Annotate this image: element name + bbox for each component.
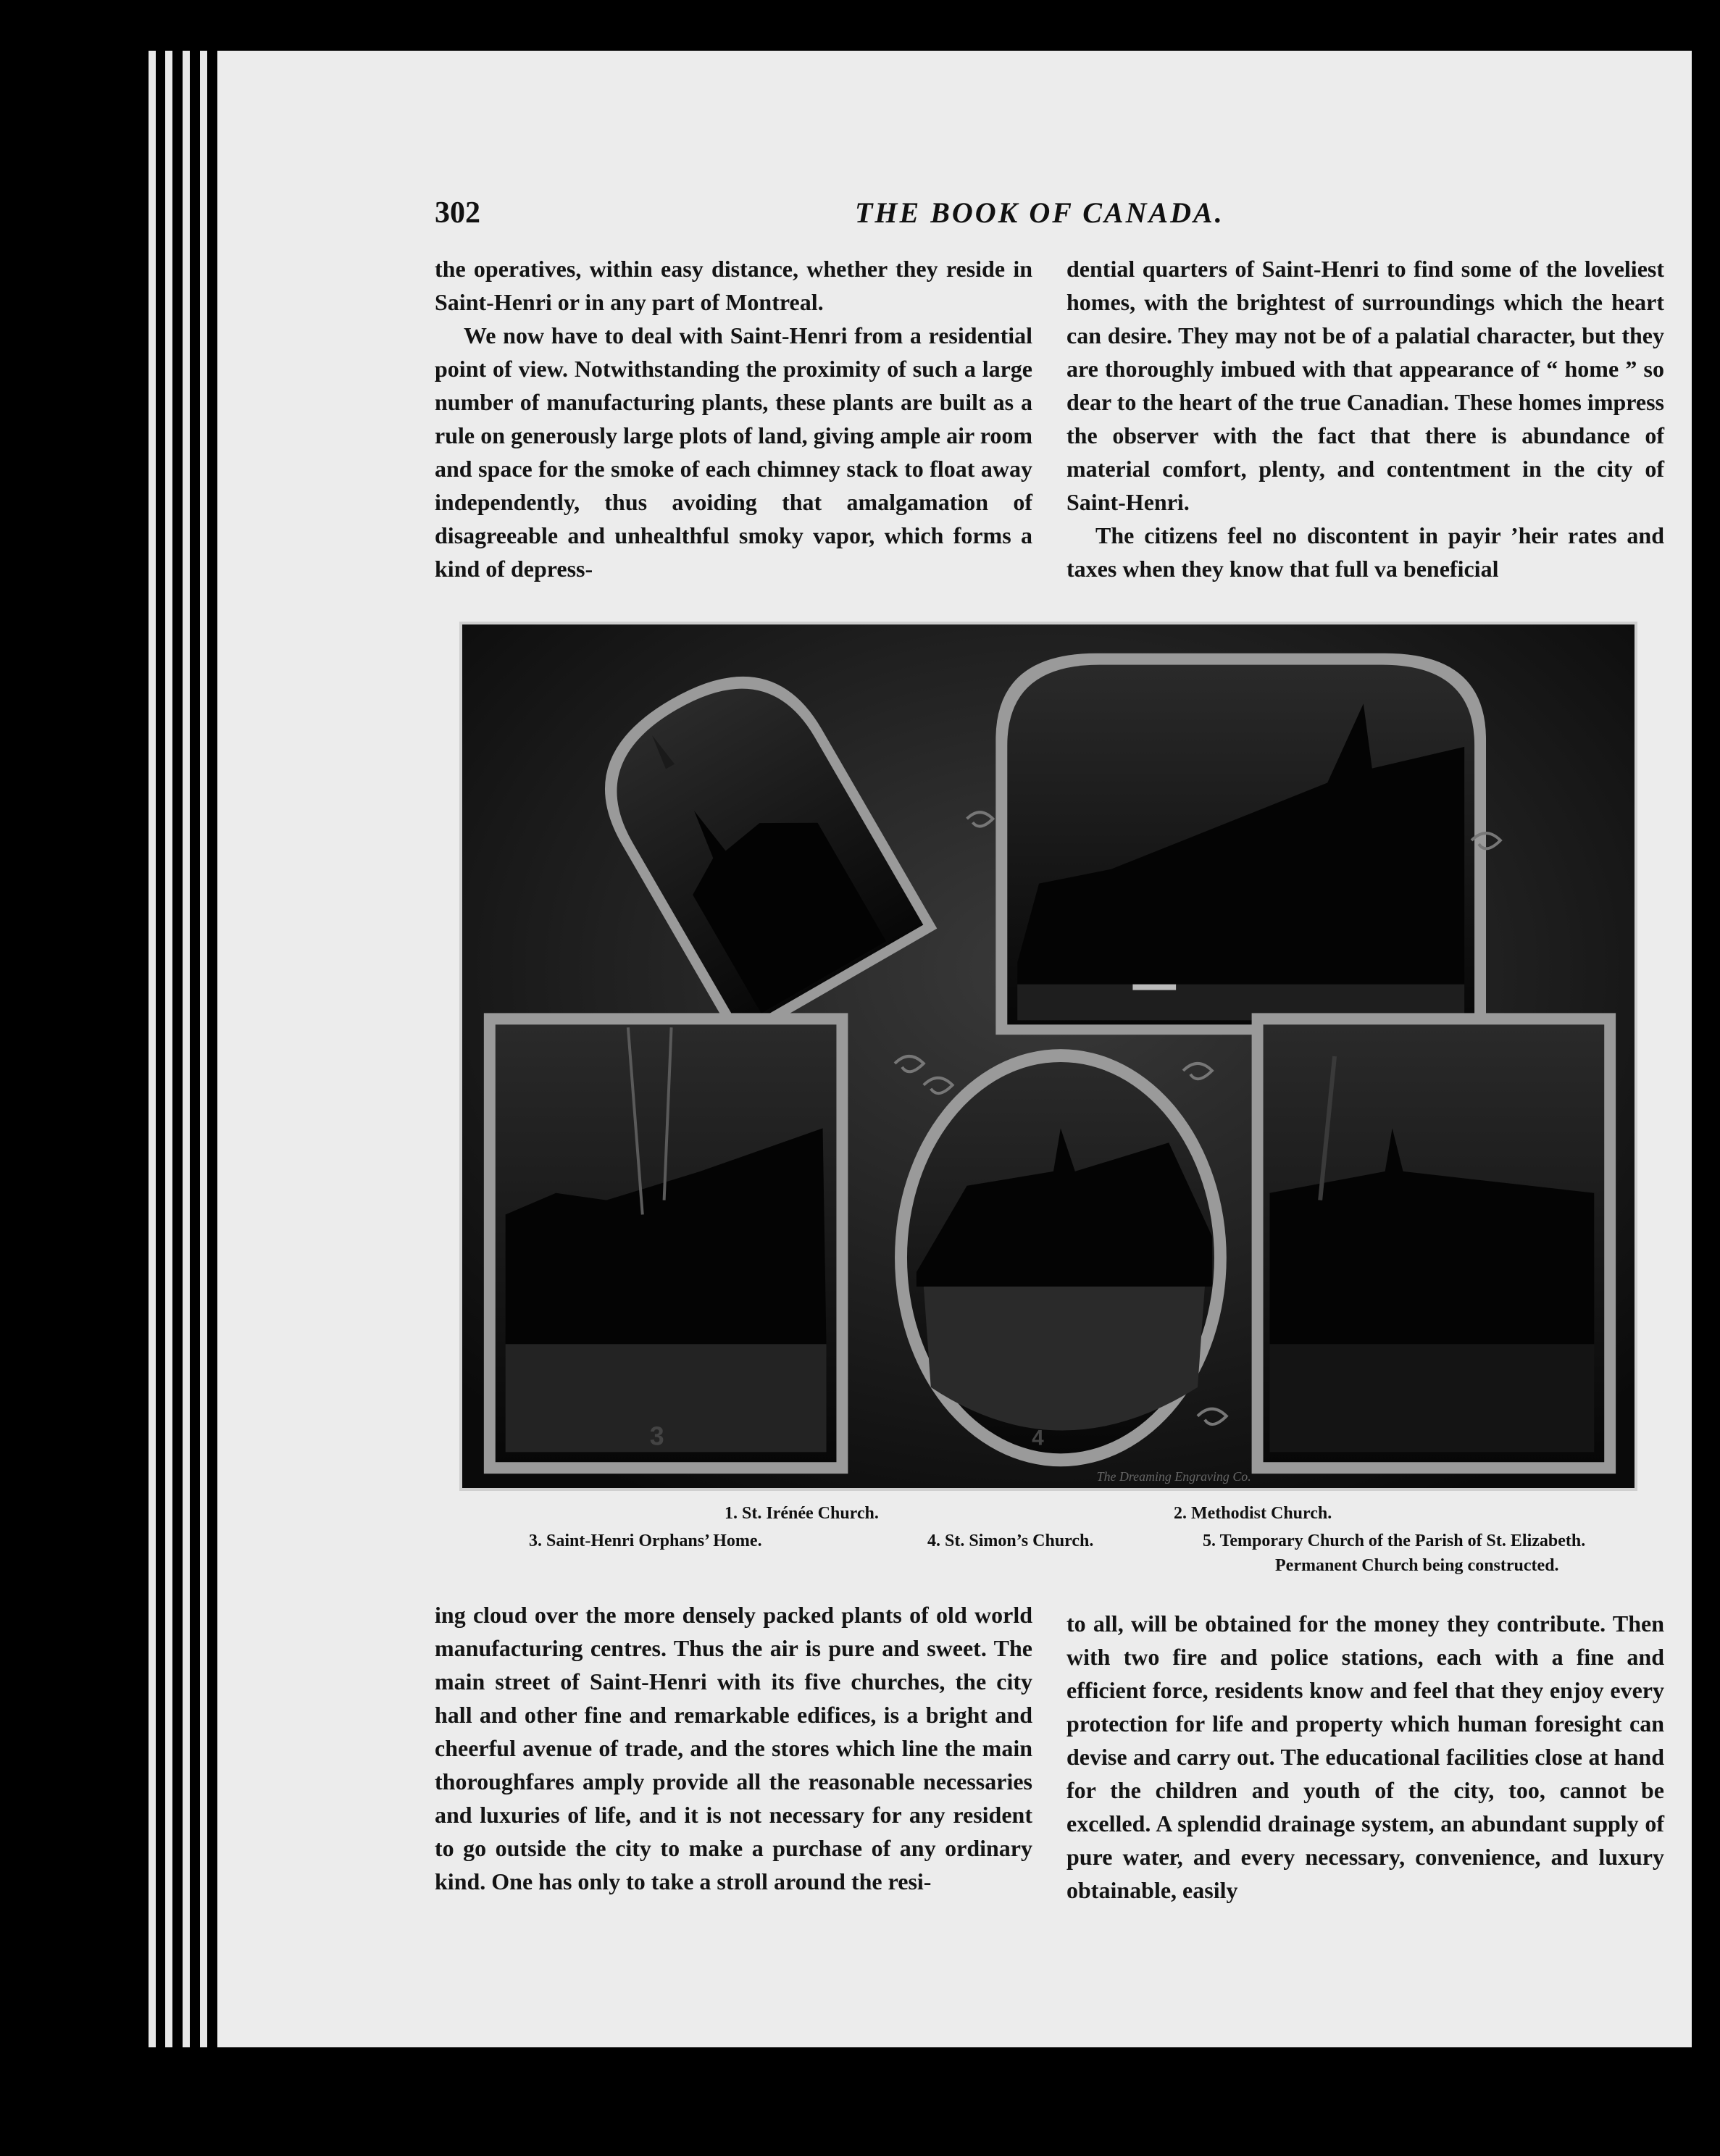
photo-captions xyxy=(435,1504,1681,1584)
caption: 2. Methodist Church. xyxy=(1174,1504,1332,1523)
text-column-top-right xyxy=(1066,252,1664,585)
caption: 5. Temporary Church of the Parish of St. Elizabeth. xyxy=(1203,1532,1586,1550)
running-head: THE BOOK OF CANADA. xyxy=(855,196,1224,229)
book-page-edge xyxy=(183,51,190,2047)
photo-st-simons-church xyxy=(895,1049,1227,1466)
photo-collage xyxy=(462,624,1635,1488)
caption: 1. St. Irénée Church. xyxy=(725,1504,879,1523)
book-page-edge xyxy=(200,51,207,2047)
text-column-bottom-right xyxy=(1066,1607,1664,1907)
book-page-edge xyxy=(165,51,172,2047)
paragraph: The citizens feel no discontent in payir ’heir rates and taxes when they know that full va beneficial xyxy=(1066,522,1664,582)
photo-number-label: 3 xyxy=(649,1421,664,1451)
paragraph: We now have to deal with Saint-Henri from a residential point of view. Notwithstanding the proximity of such a large number of manufacturing plants, these plants are built as a rule on generously large plots of land, giving ample air room and space for the smoke of each chimney stack to float away independently, thus avoiding that amalgamation of disagreeable and unhealthful smoky vapor, which forms a kind of depress- xyxy=(435,322,1032,582)
caption: 3. Saint-Henri Orphans’ Home. xyxy=(529,1532,762,1550)
text-column-top-left xyxy=(435,252,1032,585)
caption: 4. St. Simon’s Church. xyxy=(927,1532,1094,1550)
book-page-edge xyxy=(149,51,156,2047)
engraver-mark: The Dreaming Engraving Co. xyxy=(1096,1469,1251,1484)
photo-plate xyxy=(459,622,1637,1491)
paragraph: dential quarters of Saint-Henri to find some of the loveliest homes, with the brightest of surroundings which the heart can desire. They may not be of a palatial character, but they are thoroughly imbued with that appearance of “ home ” so dear to the heart of the true Canadian. These homes impress the observer with the fact that there is abundance of material comfort, plenty, and contentment in the city of Saint-Henri. xyxy=(1066,256,1664,515)
photo-orphans-home xyxy=(484,1013,848,1474)
caption: Permanent Church being constructed. xyxy=(1275,1556,1559,1575)
page-number: 302 xyxy=(435,196,480,230)
paragraph: to all, will be obtained for the money they contribute. Then with two fire and police stations, each with a fine and efficient force, residents know and feel that they enjoy every protection for life and property which human foresight can devise and carry out. The educational facilities close at hand for the children and youth of the city, too, cannot be excelled. A splendid drainage system, an abundant supply of pure water, and every necessary, convenience, and luxury obtainable, easily xyxy=(1066,1610,1664,1903)
photo-st-elizabeth-church xyxy=(1252,1013,1616,1474)
photo-number-label: 4 xyxy=(1032,1426,1044,1450)
paragraph: ing cloud over the more densely packed plants of old world manufacturing centres. Thus the air is pure and sweet. The main street of Saint-Henri with its five churches, the city hall and other fine and remarkable edifices, is a bright and cheerful avenue of trade, and the stores which line the main thoroughfares amply provide all the reasonable necessaries and luxuries of life, and it is not necessary for any resident to go outside the city to make a purchase of any ordinary kind. One has only to take a stroll around the resi- xyxy=(435,1602,1032,1894)
photo-methodist-church xyxy=(995,653,1486,1035)
text-column-bottom-left xyxy=(435,1598,1032,1898)
paragraph: the operatives, within easy distance, whether they reside in Saint-Henri or in any part of Montreal. xyxy=(435,256,1032,315)
